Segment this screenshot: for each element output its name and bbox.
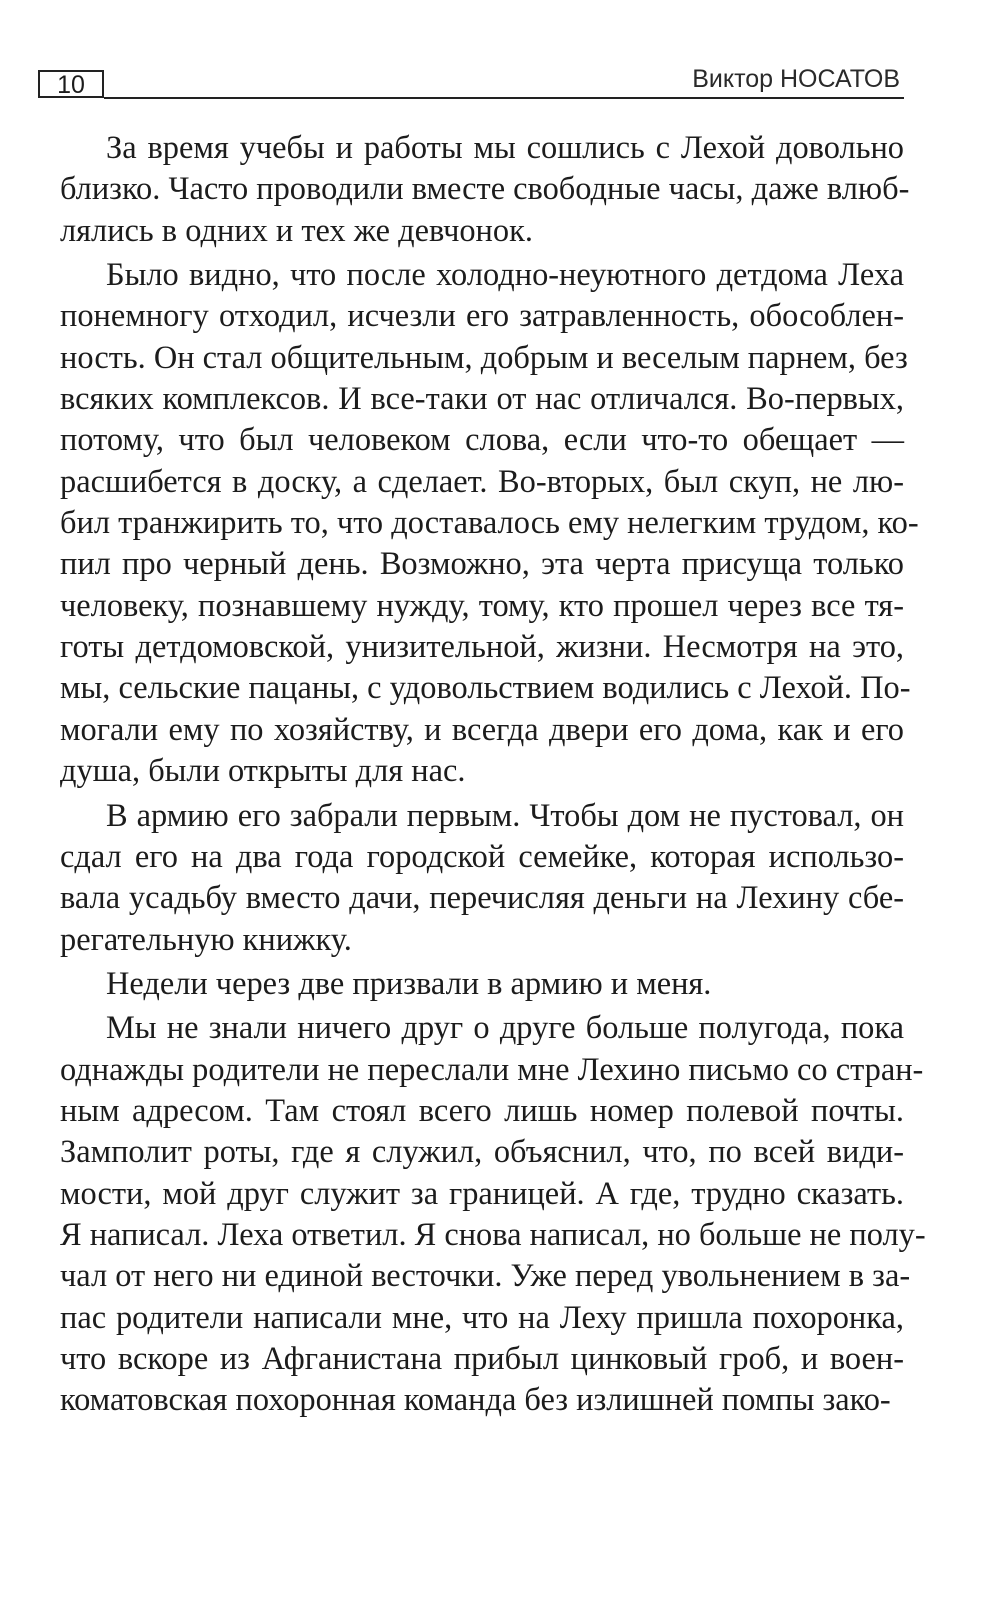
text-line: пас родители написали мне, что на Леху пришла похоронка, [60, 1299, 904, 1336]
text-line: В армию его забрали первым. Чтобы дом не пустовал, он [106, 797, 904, 834]
text-line: ность. Он стал общительным, добрым и веселым парнем, без [60, 339, 908, 376]
text-line: мости, мой друг служит за границей. А где, трудно сказать. [60, 1175, 904, 1212]
text-line: близко. Часто проводили вместе свободные часы, даже влюб- [60, 171, 910, 208]
text-line: ным адресом. Там стоял всего лишь номер полевой почты. [60, 1092, 904, 1129]
text-line: расшибется в доску, а сделает. Во-вторых, был скуп, не лю- [60, 463, 904, 500]
running-head: Виктор НОСАТОВ [692, 65, 900, 93]
text-line: могали ему по хозяйству, и всегда двери его дома, как и его [60, 711, 904, 748]
text-line: однажды родители не переслали мне Лехино письмо со стран- [60, 1051, 924, 1088]
text-line: готы детдомовской, унизительной, жизни. Несмотря на это, [60, 629, 904, 666]
text-line: коматовская похоронная команда без излишней помпы зако- [60, 1382, 891, 1419]
page-number: 10 [38, 70, 104, 98]
text-line: душа, были открыты для нас. [60, 753, 466, 790]
text-line: бил транжирить то, что доставалось ему нелегким трудом, ко- [60, 505, 919, 542]
text-line: Я написал. Леха ответил. Я снова написал, но больше не полу- [60, 1216, 926, 1253]
text-line: мы, сельские пацаны, с удовольствием водились с Лехой. По- [60, 670, 911, 707]
text-line: понемногу отходил, исчезли его затравленность, обособлен- [60, 298, 904, 335]
text-line: всяких комплексов. И все-таки от нас отличался. Во-первых, [60, 381, 904, 418]
paragraph [60, 964, 904, 1005]
text-line: регательную книжку. [60, 921, 352, 958]
page-header [38, 64, 904, 102]
header-rule [104, 97, 904, 99]
text-line: Было видно, что после холодно-неуютного детдома Леха [106, 257, 904, 294]
text-line: чал от него ни единой весточки. Уже перед увольнением в за- [60, 1258, 911, 1295]
text-line: Недели через две призвали в армию и меня. [106, 965, 712, 1002]
text-line: человеку, познавшему нужду, тому, кто прошел через все тя- [60, 587, 904, 624]
text-line: пил про черный день. Возможно, эта черта присуща только [60, 546, 904, 583]
paragraph [60, 128, 910, 252]
body-text [60, 128, 926, 1422]
paragraph [60, 1008, 926, 1421]
text-line: За время учебы и работы мы сошлись с Лехой довольно [106, 130, 904, 166]
text-line: потому, что был человеком слова, если что-то обещает — [60, 422, 904, 459]
paragraph [60, 796, 904, 961]
text-line: вала усадьбу вместо дачи, перечисляя деньги на Лехину сбе- [60, 880, 904, 917]
text-line: Замполит роты, где я служил, объяснил, что, по всей види- [60, 1134, 904, 1171]
text-line: сдал его на два года городской семейке, которая использо- [60, 838, 904, 875]
text-line: лялись в одних и тех же девчонок. [60, 212, 533, 249]
text-line: что вскоре из Афганистана прибыл цинковый гроб, и воен- [60, 1340, 904, 1377]
paragraph [60, 255, 919, 792]
text-line: Мы не знали ничего друг о друге больше полугода, пока [106, 1010, 904, 1047]
